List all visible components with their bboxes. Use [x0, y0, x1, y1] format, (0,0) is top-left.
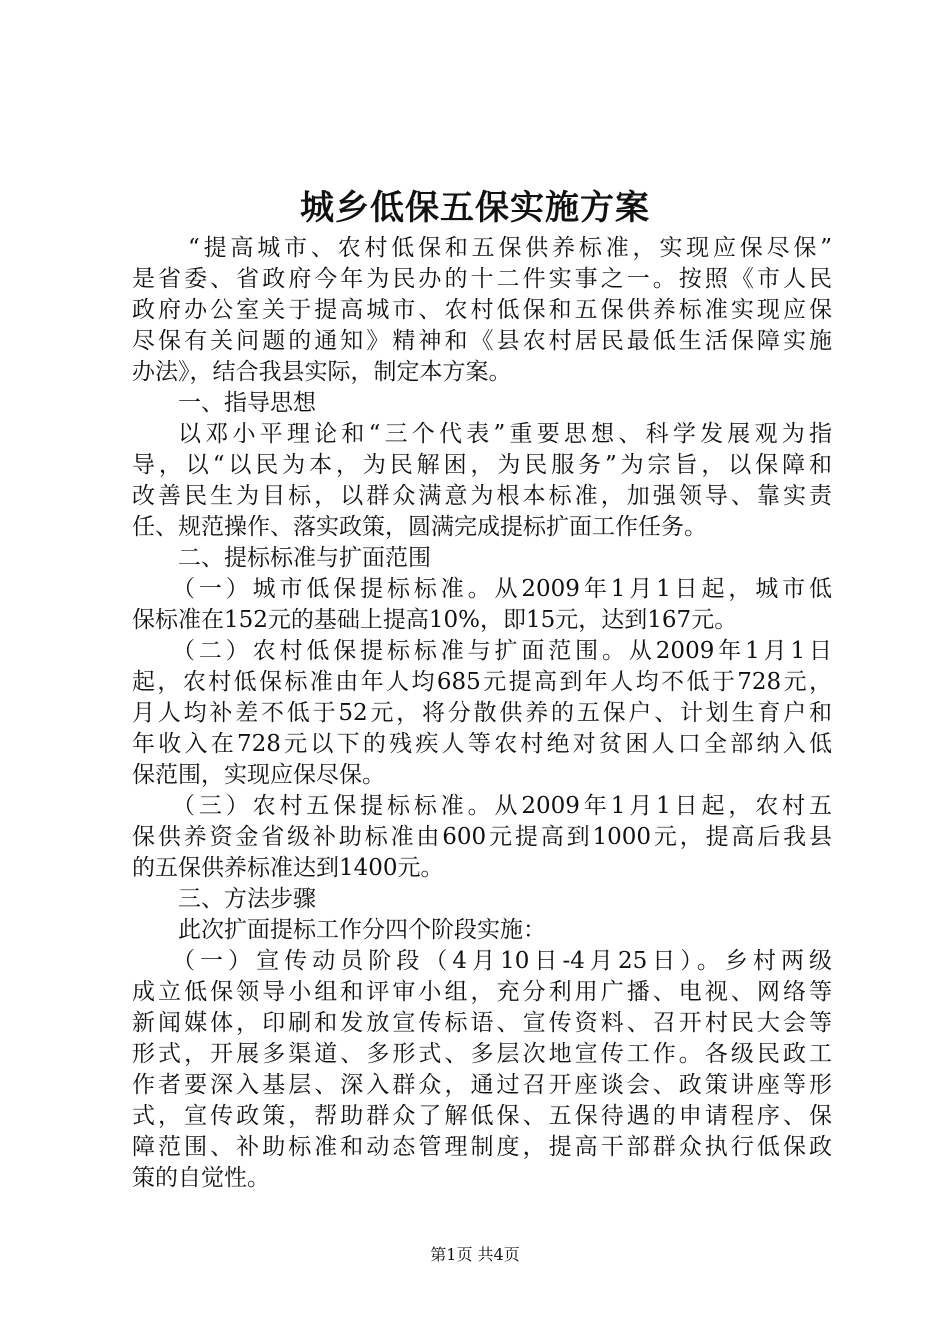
body-line: （一）宣传动员阶段（4月10日-4月25日）。乡村两级 — [172, 948, 832, 974]
body-line: 保范围，实现应保尽保。 — [132, 762, 385, 788]
body-line: 形式，开展多渠道、多形式、多层次地宣传工作。各级民政工 — [132, 1041, 832, 1067]
document-body — [132, 233, 832, 1194]
body-line: 保供养资金省级补助标准由600元提高到1000元，提高后我县 — [132, 824, 832, 850]
section-heading: 二、提标标准与扩面范围 — [178, 545, 431, 571]
page-indicator: 第1页 共4页 — [430, 1245, 520, 1264]
body-line: 尽保有关问题的通知》精神和《县农村居民最低生活保障实施 — [132, 328, 832, 354]
body-line: 障范围、补助标准和动态管理制度，提高干部群众执行低保政 — [132, 1134, 832, 1160]
body-line: 保标准在152元的基础上提高10%，即15元，达到167元。 — [132, 607, 738, 633]
body-line: 改善民生为目标，以群众满意为根本标准，加强领导、靠实责 — [132, 483, 832, 509]
body-line: 导，以“以民为本，为民解困，为民服务”为宗旨，以保障和 — [132, 452, 832, 478]
body-line: （二）农村低保提标标准与扩面范围。从2009年1月1日 — [172, 638, 832, 664]
body-line: 作者要深入基层、深入群众，通过召开座谈会、政策讲座等形 — [132, 1072, 832, 1098]
body-line: 新闻媒体，印刷和发放宣传标语、宣传资料、召开村民大会等 — [132, 1010, 832, 1036]
document-title: 城乡低保五保实施方案 — [300, 188, 650, 228]
body-line: “提高城市、农村低保和五保供养标准，实现应保尽保” — [188, 235, 832, 261]
body-line: 任、规范操作、落实政策，圆满完成提标扩面工作任务。 — [132, 514, 707, 540]
body-line: （一）城市低保提标标准。从2009年1月1日起，城市低 — [172, 576, 832, 602]
body-line: 成立低保领导小组和评审小组，充分利用广播、电视、网络等 — [132, 979, 832, 1005]
body-line: （三）农村五保提标标准。从2009年1月1日起，农村五 — [172, 793, 832, 819]
body-line: 此次扩面提标工作分四个阶段实施： — [178, 917, 546, 943]
body-line: 的五保供养标准达到1400元。 — [132, 855, 444, 881]
body-line: 式，宣传政策，帮助群众了解低保、五保待遇的申请程序、保 — [132, 1103, 832, 1129]
body-line: 起，农村低保标准由年人均685元提高到年人均不低于728元， — [132, 669, 832, 695]
section-heading: 一、指导思想 — [178, 390, 316, 416]
body-line: 政府办公室关于提高城市、农村低保和五保供养标准实现应保 — [132, 297, 832, 323]
body-line: 年收入在728元以下的残疾人等农村绝对贫困人口全部纳入低 — [132, 731, 832, 757]
body-line: 以邓小平理论和“三个代表”重要思想、科学发展观为指 — [178, 421, 832, 447]
body-line: 是省委、省政府今年为民办的十二件实事之一。按照《市人民 — [132, 266, 832, 292]
body-line: 月人均补差不低于52元，将分散供养的五保户、计划生育户和 — [132, 700, 832, 726]
body-line: 办法》，结合我县实际，制定本方案。 — [132, 359, 512, 385]
section-heading: 三、方法步骤 — [178, 886, 316, 912]
body-line: 策的自觉性。 — [132, 1165, 270, 1191]
